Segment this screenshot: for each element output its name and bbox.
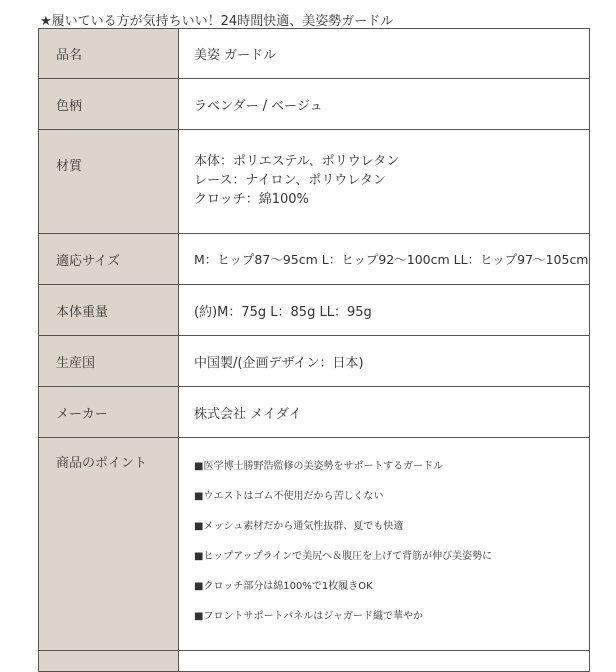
spec-value	[179, 438, 590, 651]
spec-row-weight	[39, 285, 590, 336]
point-item: ■ウエストはゴム不使用だから苦しくない	[194, 491, 384, 502]
spec-label: 色柄	[39, 79, 179, 130]
material-line: 本体：ポリエステル、ポリウレタン	[194, 154, 400, 169]
point-item: ■メッシュ素材だから通気性抜群、夏でも快適	[194, 521, 404, 532]
spec-row-points	[39, 438, 590, 651]
spec-row-color	[39, 79, 590, 130]
spec-row-maker	[39, 387, 590, 438]
spec-row-cut-off	[39, 651, 590, 672]
point-item: ■ヒップアップラインで美尻へ＆腹圧を上げて背筋が伸び美姿勢に	[194, 551, 493, 562]
point-item: ■クロッチ部分は綿100%で1枚履きOK	[194, 581, 373, 592]
spec-row-size	[39, 234, 590, 285]
spec-row-material	[39, 130, 590, 234]
spec-value: M：ヒップ87〜95cm L：ヒップ92〜100cm LL：ヒップ97〜105cm	[179, 234, 590, 285]
point-item: ■医学博士勝野浩監修の美姿勢をサポートするガードル	[194, 461, 444, 472]
spec-label: 材質	[39, 130, 179, 234]
spec-label-empty	[39, 651, 179, 672]
spec-value: ラベンダー / ベージュ	[179, 79, 590, 130]
spec-value-empty	[179, 651, 590, 672]
material-line: レース：ナイロン、ポリウレタン	[194, 173, 386, 188]
spec-value	[179, 130, 590, 234]
spec-label: メーカー	[39, 387, 179, 438]
spec-label: 生産国	[39, 336, 179, 387]
spec-value: (約)M：75g L：85g LL：95g	[179, 285, 590, 336]
product-spec-table	[38, 28, 590, 672]
spec-row-country	[39, 336, 590, 387]
point-item: ■フロントサポートパネルはジャガード織で華やか	[194, 611, 424, 622]
spec-value: 中国製/(企画デザイン：日本)	[179, 336, 590, 387]
spec-label: 品名	[39, 29, 179, 79]
spec-label: 本体重量	[39, 285, 179, 336]
spec-label: 商品のポイント	[39, 438, 179, 651]
spec-label: 適応サイズ	[39, 234, 179, 285]
material-line: クロッチ：綿100%	[194, 192, 309, 207]
spec-value: 株式会社 メイダイ	[179, 387, 590, 438]
spec-value: 美姿 ガードル	[179, 29, 590, 79]
spec-row-product-name	[39, 29, 590, 79]
page-headline: ★履いている方が気持ちいい！24時間快適、美姿勢ガードル	[40, 14, 394, 29]
